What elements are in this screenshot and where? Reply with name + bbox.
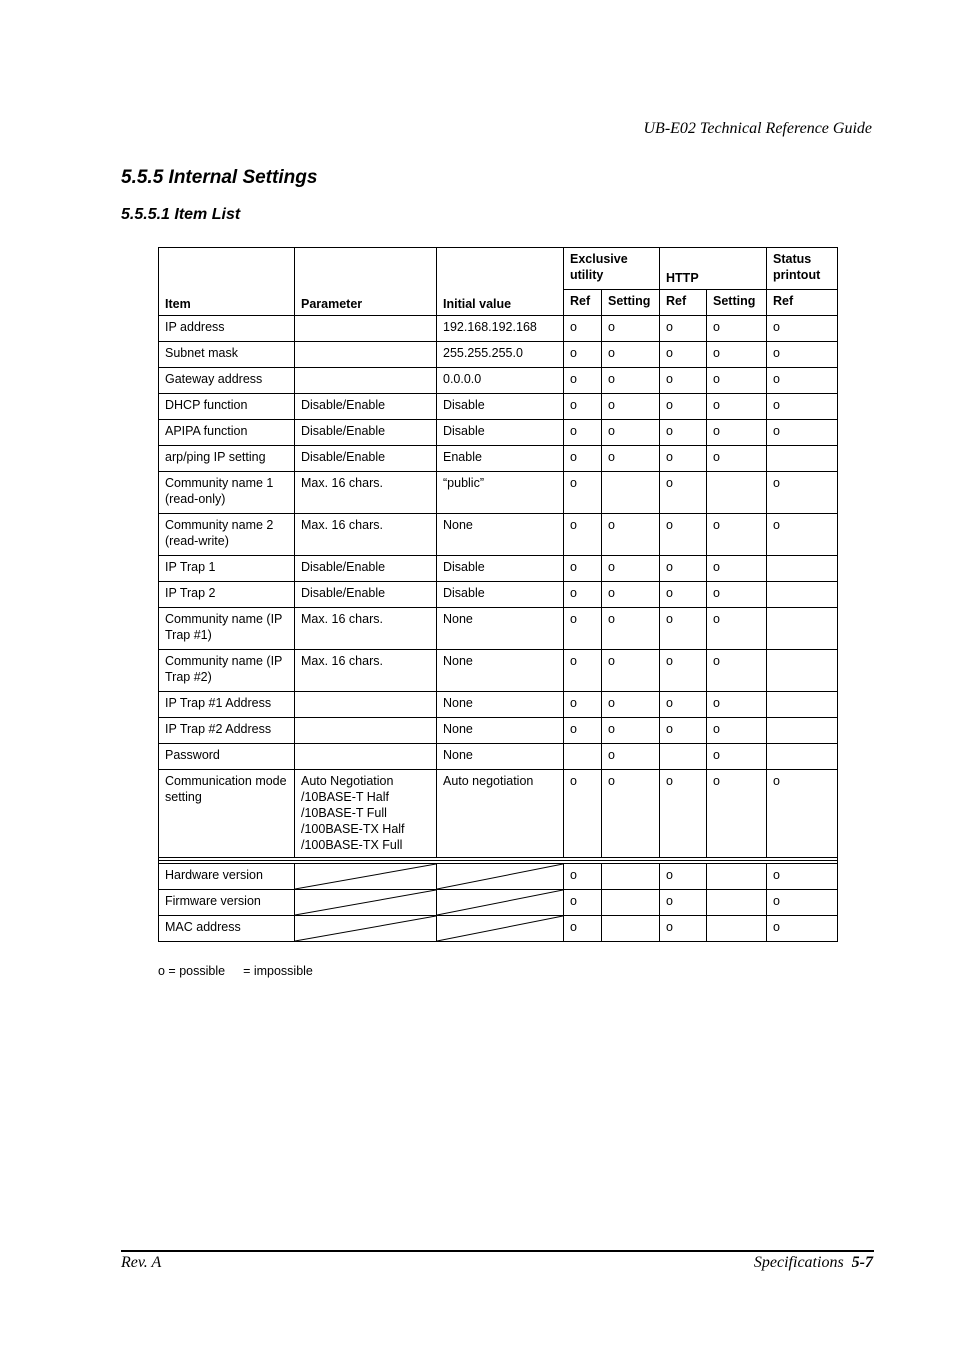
cell-item: Password <box>159 744 295 770</box>
table-row <box>159 316 838 342</box>
cell-item: Community name 2 (read-write) <box>159 514 295 556</box>
cell-http-ref: o <box>660 692 707 718</box>
table-row <box>159 770 838 858</box>
item-list-table <box>158 247 838 942</box>
cell-eu-setting: o <box>602 342 660 368</box>
cell-eu-ref: o <box>564 342 602 368</box>
not-applicable-slash <box>437 890 563 915</box>
header-exclusive-utility: Exclusive utility <box>564 248 660 290</box>
cell-item: Community name 1 (read-only) <box>159 472 295 514</box>
table-row <box>159 916 838 942</box>
cell-http-setting: o <box>707 446 767 472</box>
cell-initial-value: 0.0.0.0 <box>437 368 564 394</box>
table-row <box>159 514 838 556</box>
cell-parameter: Max. 16 chars. <box>295 472 437 514</box>
cell-eu-setting <box>602 472 660 514</box>
cell-status-ref <box>767 718 838 744</box>
cell-item: Firmware version <box>159 890 295 916</box>
cell-http-setting: o <box>707 368 767 394</box>
cell-http-setting: o <box>707 692 767 718</box>
cell-eu-setting: o <box>602 770 660 858</box>
table-row <box>159 556 838 582</box>
cell-status-ref: o <box>767 368 838 394</box>
legend-impossible: = impossible <box>243 964 313 978</box>
cell-http-setting: o <box>707 608 767 650</box>
cell-http-ref: o <box>660 582 707 608</box>
cell-http-ref: o <box>660 368 707 394</box>
cell-eu-ref: o <box>564 770 602 858</box>
cell-initial-value: 192.168.192.168 <box>437 316 564 342</box>
cell-http-ref: o <box>660 770 707 858</box>
cell-eu-setting <box>602 864 660 890</box>
header-initial-value: Initial value <box>437 248 564 316</box>
cell-http-ref <box>660 744 707 770</box>
cell-status-ref: o <box>767 342 838 368</box>
cell-item: Subnet mask <box>159 342 295 368</box>
cell-http-setting <box>707 472 767 514</box>
cell-http-ref: o <box>660 916 707 942</box>
cell-parameter <box>295 342 437 368</box>
cell-parameter: Disable/Enable <box>295 394 437 420</box>
cell-item: DHCP function <box>159 394 295 420</box>
cell-eu-ref: o <box>564 864 602 890</box>
cell-http-setting: o <box>707 342 767 368</box>
cell-initial-value: “public” <box>437 472 564 514</box>
cell-http-setting: o <box>707 650 767 692</box>
cell-http-ref: o <box>660 420 707 446</box>
cell-eu-ref: o <box>564 608 602 650</box>
footer-revision: Rev. A <box>121 1254 162 1271</box>
cell-eu-ref: o <box>564 890 602 916</box>
cell-eu-ref: o <box>564 472 602 514</box>
cell-http-ref: o <box>660 864 707 890</box>
not-applicable-slash <box>295 916 436 941</box>
cell-eu-ref: o <box>564 718 602 744</box>
cell-http-setting: o <box>707 316 767 342</box>
cell-eu-ref: o <box>564 650 602 692</box>
cell-item: IP Trap #1 Address <box>159 692 295 718</box>
table-row <box>159 342 838 368</box>
cell-initial-value: None <box>437 650 564 692</box>
table-row <box>159 420 838 446</box>
not-applicable-slash <box>437 864 563 889</box>
cell-status-ref: o <box>767 316 838 342</box>
cell-status-ref: o <box>767 864 838 890</box>
cell-initial-value-na <box>437 916 564 942</box>
cell-eu-ref: o <box>564 916 602 942</box>
cell-parameter <box>295 718 437 744</box>
cell-status-ref <box>767 692 838 718</box>
cell-http-setting <box>707 916 767 942</box>
cell-initial-value: None <box>437 692 564 718</box>
cell-item: MAC address <box>159 916 295 942</box>
cell-parameter <box>295 316 437 342</box>
cell-status-ref: o <box>767 420 838 446</box>
cell-eu-ref: o <box>564 556 602 582</box>
cell-parameter <box>295 744 437 770</box>
not-applicable-slash <box>295 864 436 889</box>
cell-http-ref: o <box>660 556 707 582</box>
header-parameter: Parameter <box>295 248 437 316</box>
table-row <box>159 744 838 770</box>
cell-initial-value: Auto negotiation <box>437 770 564 858</box>
cell-initial-value: Disable <box>437 582 564 608</box>
section-heading: 5.5.5 Internal Settings <box>121 167 318 188</box>
cell-http-ref: o <box>660 394 707 420</box>
cell-eu-setting <box>602 916 660 942</box>
cell-http-setting: o <box>707 514 767 556</box>
cell-status-ref: o <box>767 890 838 916</box>
cell-item: IP Trap 2 <box>159 582 295 608</box>
cell-eu-ref <box>564 744 602 770</box>
header-item: Item <box>159 248 295 316</box>
cell-item: IP address <box>159 316 295 342</box>
cell-http-ref: o <box>660 342 707 368</box>
cell-eu-ref: o <box>564 514 602 556</box>
cell-item: Community name (IP Trap #1) <box>159 608 295 650</box>
cell-status-ref <box>767 556 838 582</box>
cell-eu-setting: o <box>602 692 660 718</box>
cell-status-ref: o <box>767 916 838 942</box>
not-applicable-slash <box>295 890 436 915</box>
cell-eu-ref: o <box>564 420 602 446</box>
header-http-ref: Ref <box>660 290 707 316</box>
cell-http-ref: o <box>660 514 707 556</box>
cell-http-setting <box>707 864 767 890</box>
header-http: HTTP <box>660 248 767 290</box>
cell-status-ref <box>767 582 838 608</box>
cell-eu-setting: o <box>602 316 660 342</box>
cell-eu-setting: o <box>602 608 660 650</box>
table-row <box>159 718 838 744</box>
not-applicable-slash <box>437 916 563 941</box>
cell-status-ref: o <box>767 472 838 514</box>
cell-item: Community name (IP Trap #2) <box>159 650 295 692</box>
cell-initial-value: Disable <box>437 394 564 420</box>
table-row <box>159 582 838 608</box>
footer-rule <box>121 1250 874 1252</box>
cell-http-ref: o <box>660 890 707 916</box>
cell-initial-value: None <box>437 608 564 650</box>
cell-parameter: Max. 16 chars. <box>295 514 437 556</box>
cell-eu-ref: o <box>564 446 602 472</box>
cell-parameter <box>295 368 437 394</box>
cell-status-ref <box>767 446 838 472</box>
cell-parameter: Disable/Enable <box>295 420 437 446</box>
cell-initial-value: None <box>437 744 564 770</box>
cell-parameter: Disable/Enable <box>295 582 437 608</box>
cell-status-ref <box>767 608 838 650</box>
cell-eu-ref: o <box>564 316 602 342</box>
cell-eu-setting: o <box>602 420 660 446</box>
cell-initial-value: Disable <box>437 420 564 446</box>
footer-page-number: 5-7 <box>851 1254 873 1271</box>
cell-eu-ref: o <box>564 692 602 718</box>
cell-parameter: Disable/Enable <box>295 446 437 472</box>
cell-item: IP Trap 1 <box>159 556 295 582</box>
cell-eu-setting: o <box>602 650 660 692</box>
cell-eu-setting: o <box>602 582 660 608</box>
cell-parameter: Disable/Enable <box>295 556 437 582</box>
cell-http-ref: o <box>660 718 707 744</box>
footer-section: Specifications <box>753 1254 844 1271</box>
document-header-title: UB-E02 Technical Reference Guide <box>643 120 872 137</box>
table-row <box>159 394 838 420</box>
cell-http-setting: o <box>707 744 767 770</box>
cell-parameter: Max. 16 chars. <box>295 608 437 650</box>
cell-item: arp/ping IP setting <box>159 446 295 472</box>
table-row <box>159 692 838 718</box>
table-row <box>159 368 838 394</box>
cell-eu-ref: o <box>564 582 602 608</box>
header-eu-ref: Ref <box>564 290 602 316</box>
subsection-heading: 5.5.5.1 Item List <box>121 206 241 223</box>
cell-http-ref: o <box>660 446 707 472</box>
cell-parameter-na <box>295 890 437 916</box>
cell-initial-value: Enable <box>437 446 564 472</box>
cell-eu-setting: o <box>602 514 660 556</box>
header-eu-setting: Setting <box>602 290 660 316</box>
cell-http-setting: o <box>707 770 767 858</box>
table-row <box>159 650 838 692</box>
table-row <box>159 472 838 514</box>
cell-status-ref: o <box>767 770 838 858</box>
cell-http-setting: o <box>707 582 767 608</box>
cell-item: Communication mode setting <box>159 770 295 858</box>
cell-http-ref: o <box>660 472 707 514</box>
cell-http-setting: o <box>707 420 767 446</box>
cell-parameter-na <box>295 864 437 890</box>
cell-eu-ref: o <box>564 368 602 394</box>
cell-item: Hardware version <box>159 864 295 890</box>
cell-initial-value-na <box>437 890 564 916</box>
cell-http-setting: o <box>707 718 767 744</box>
header-status-printout: Status printout <box>767 248 838 290</box>
cell-eu-ref: o <box>564 394 602 420</box>
cell-http-ref: o <box>660 316 707 342</box>
cell-initial-value: None <box>437 514 564 556</box>
cell-parameter: Auto Negotiation /10BASE-T Half /10BASE-T Full /100BASE-TX Half /100BASE-TX Full <box>295 770 437 858</box>
cell-eu-setting: o <box>602 556 660 582</box>
cell-item: Gateway address <box>159 368 295 394</box>
cell-http-ref: o <box>660 608 707 650</box>
legend-possible: o = possible <box>158 964 226 978</box>
cell-eu-setting: o <box>602 718 660 744</box>
cell-status-ref <box>767 744 838 770</box>
cell-initial-value-na <box>437 864 564 890</box>
legend <box>158 964 313 978</box>
cell-eu-setting <box>602 890 660 916</box>
cell-status-ref <box>767 650 838 692</box>
cell-http-setting: o <box>707 556 767 582</box>
cell-eu-setting: o <box>602 446 660 472</box>
header-http-setting: Setting <box>707 290 767 316</box>
cell-item: APIPA function <box>159 420 295 446</box>
cell-initial-value: Disable <box>437 556 564 582</box>
table-row <box>159 608 838 650</box>
footer-page-info <box>754 1254 873 1272</box>
cell-status-ref: o <box>767 514 838 556</box>
cell-item: IP Trap #2 Address <box>159 718 295 744</box>
cell-eu-setting: o <box>602 744 660 770</box>
table-row <box>159 864 838 890</box>
cell-parameter <box>295 692 437 718</box>
cell-http-setting <box>707 890 767 916</box>
cell-parameter: Max. 16 chars. <box>295 650 437 692</box>
cell-http-setting: o <box>707 394 767 420</box>
cell-status-ref: o <box>767 394 838 420</box>
cell-initial-value: None <box>437 718 564 744</box>
cell-parameter-na <box>295 916 437 942</box>
cell-initial-value: 255.255.255.0 <box>437 342 564 368</box>
cell-eu-setting: o <box>602 394 660 420</box>
header-status-ref: Ref <box>767 290 838 316</box>
table-row <box>159 446 838 472</box>
cell-http-ref: o <box>660 650 707 692</box>
table-row <box>159 890 838 916</box>
cell-eu-setting: o <box>602 368 660 394</box>
